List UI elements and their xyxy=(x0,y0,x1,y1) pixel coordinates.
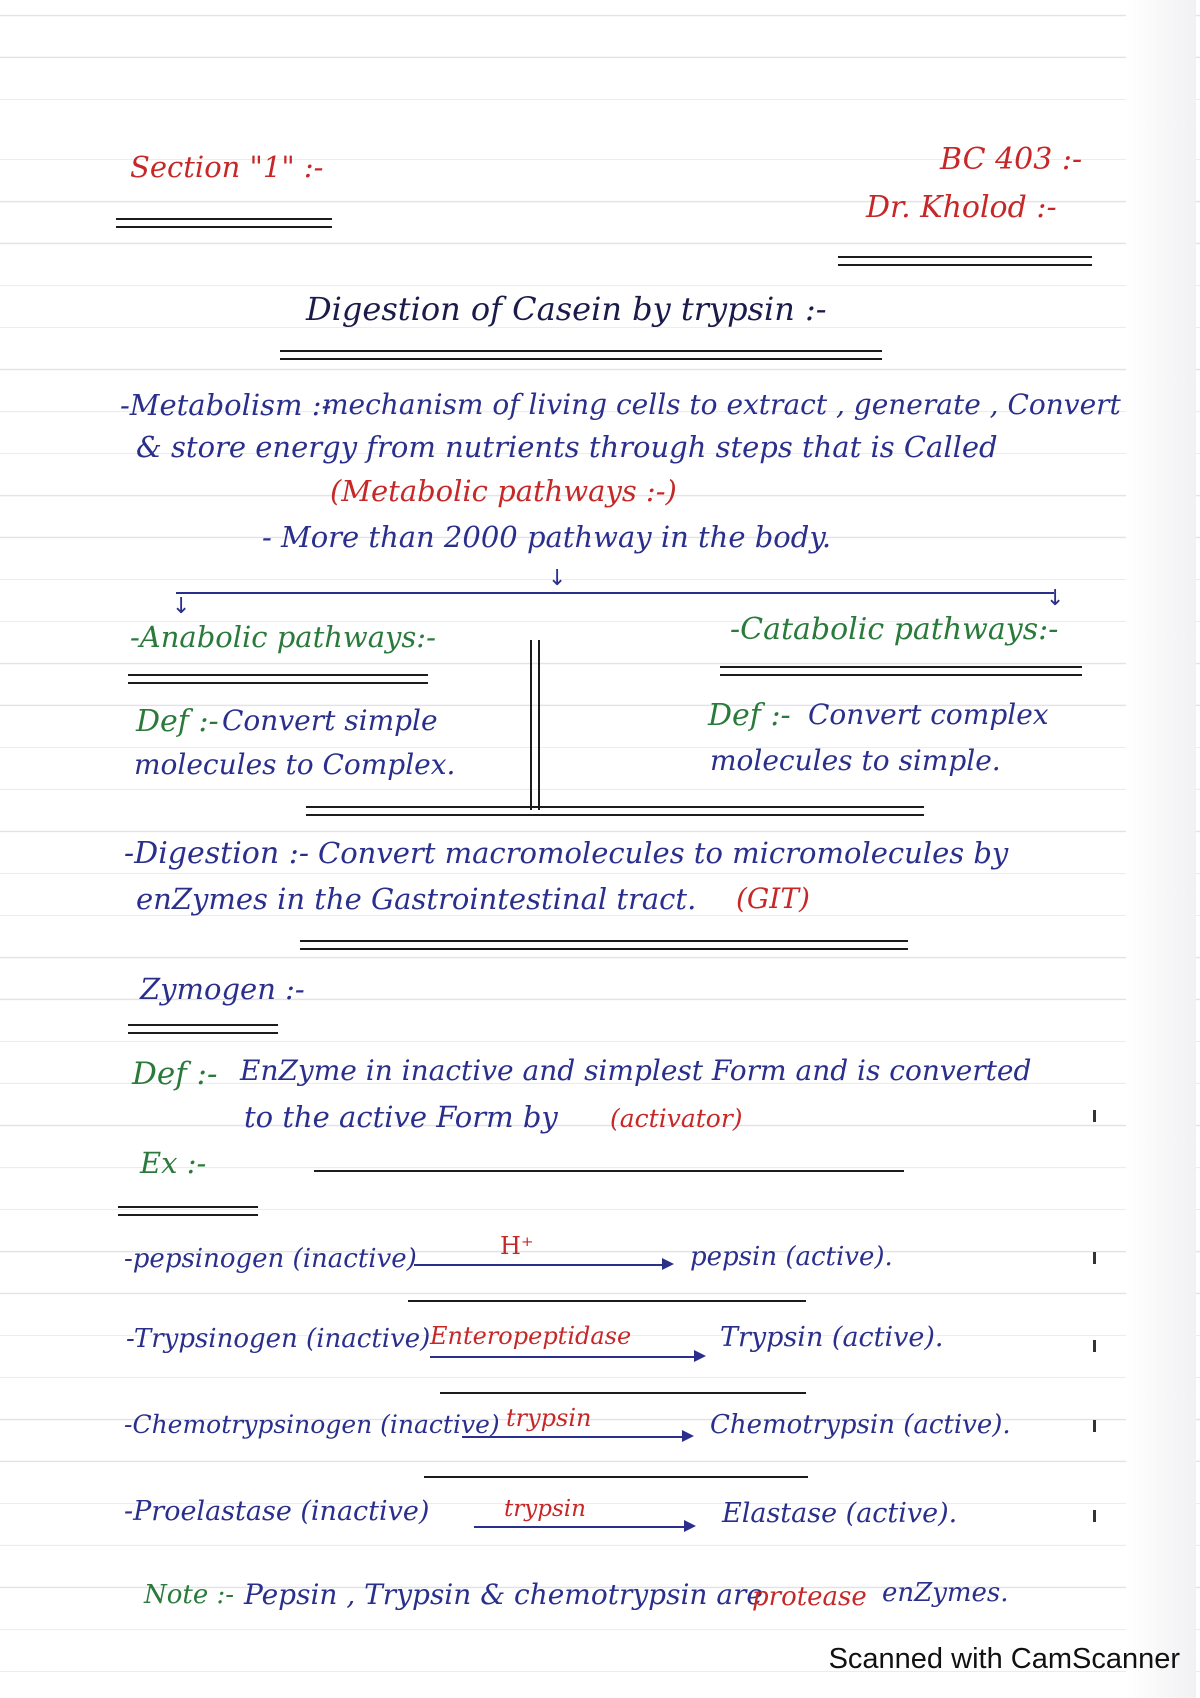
section-label: Section "1" :- xyxy=(130,150,324,184)
catabolic-def-line-2: molecules to simple. xyxy=(710,744,1001,777)
edge-mark xyxy=(1093,1510,1096,1522)
example-label: Ex :- xyxy=(140,1146,207,1180)
conversion-arrow-line xyxy=(414,1264,664,1266)
left-branch-arrow-icon: ↓ xyxy=(172,594,191,619)
anabolic-def-line-2: molecules to Complex. xyxy=(134,748,456,781)
edge-mark xyxy=(1093,1420,1096,1432)
example-2-underline xyxy=(440,1392,806,1394)
enzyme-name: Chemotrypsin (active). xyxy=(710,1410,1011,1440)
example-3-underline xyxy=(424,1476,808,1478)
example-underline xyxy=(118,1206,258,1216)
note-protease: protease xyxy=(752,1582,867,1612)
conversion-arrow-line xyxy=(430,1356,696,1358)
down-arrow-icon: ↓ xyxy=(548,566,567,591)
zymogen-name: -Proelastase (inactive) xyxy=(124,1496,430,1527)
activator-name: trypsin xyxy=(506,1404,592,1432)
example-1-underline xyxy=(408,1300,806,1302)
catabolic-heading: -Catabolic pathways:- xyxy=(730,612,1059,647)
digestion-underline xyxy=(300,940,908,950)
activator-name: H⁺ xyxy=(500,1232,534,1260)
metabolism-term: -Metabolism :- xyxy=(120,388,332,422)
anabolic-def-line-1: Convert simple xyxy=(222,704,438,737)
digestion-term: -Digestion :- xyxy=(124,836,309,871)
zymogen-name: -Trypsinogen (inactive) xyxy=(126,1324,431,1354)
page-binding-shadow xyxy=(1126,0,1196,1698)
enzyme-name: pepsin (active). xyxy=(690,1242,893,1272)
digestion-line-1: Convert macromolecules to micromolecules by xyxy=(318,836,1009,870)
arrow-right-icon xyxy=(662,1258,674,1270)
pathways-underline xyxy=(306,806,924,816)
section-underline xyxy=(116,218,332,228)
arrow-right-icon xyxy=(682,1430,694,1442)
pathway-count-note: - More than 2000 pathway in the body. xyxy=(262,520,832,554)
edge-mark xyxy=(1093,1340,1096,1352)
anabolic-underline xyxy=(128,674,428,684)
edge-mark xyxy=(1093,1110,1096,1122)
zymogen-def-label: Def :- xyxy=(132,1056,218,1092)
note-text-end: enZymes. xyxy=(882,1578,1009,1608)
doctor-name: Dr. Kholod :- xyxy=(866,190,1057,225)
example-line xyxy=(314,1170,904,1172)
zymogen-term: Zymogen :- xyxy=(140,972,305,1006)
metabolism-line-2: & store energy from nutrients through steps that is Called xyxy=(136,430,998,464)
branch-connector xyxy=(176,592,1054,594)
zymogen-def-line-2: to the active Form by xyxy=(244,1100,558,1134)
zymogen-name: -Chemotrypsinogen (inactive) xyxy=(124,1410,500,1439)
header-underline xyxy=(838,256,1092,266)
activator-name: trypsin xyxy=(504,1496,586,1522)
right-branch-arrow-icon: ↓ xyxy=(1046,586,1065,611)
zymogen-name: -pepsinogen (inactive) xyxy=(124,1244,417,1274)
title-underline xyxy=(280,350,882,360)
anabolic-def-label: Def :- xyxy=(136,704,219,739)
column-divider xyxy=(530,640,540,810)
catabolic-underline xyxy=(720,666,1082,676)
activator-term: (activator) xyxy=(610,1104,743,1133)
course-code: BC 403 :- xyxy=(940,142,1083,177)
zymogen-def-line-1: EnZyme in inactive and simplest Form and is converted xyxy=(240,1054,1032,1087)
activator-name: Enteropeptidase xyxy=(430,1322,632,1350)
metabolic-pathways-term: (Metabolic pathways :-) xyxy=(330,474,677,508)
arrow-right-icon xyxy=(694,1350,706,1362)
catabolic-def-line-1: Convert complex xyxy=(808,698,1049,731)
scanner-watermark: Scanned with CamScanner xyxy=(828,1643,1180,1675)
note-label: Note :- xyxy=(144,1580,235,1610)
git-abbreviation: (GIT) xyxy=(736,882,810,915)
catabolic-def-label: Def :- xyxy=(708,698,791,733)
digestion-line-2: enZymes in the Gastrointestinal tract. xyxy=(136,882,697,916)
metabolism-line-1: mechanism of living cells to extract , generate , Convert xyxy=(322,388,1121,421)
conversion-arrow-line xyxy=(462,1436,684,1438)
arrow-right-icon xyxy=(684,1520,696,1532)
conversion-arrow-line xyxy=(474,1526,686,1528)
enzyme-name: Elastase (active). xyxy=(722,1498,958,1529)
edge-mark xyxy=(1093,1252,1096,1264)
anabolic-heading: -Anabolic pathways:- xyxy=(130,620,436,654)
page-title: Digestion of Casein by trypsin :- xyxy=(306,290,827,328)
note-text: Pepsin , Trypsin & chemotrypsin are xyxy=(244,1578,763,1611)
zymogen-underline xyxy=(128,1024,278,1034)
enzyme-name: Trypsin (active). xyxy=(720,1322,944,1353)
